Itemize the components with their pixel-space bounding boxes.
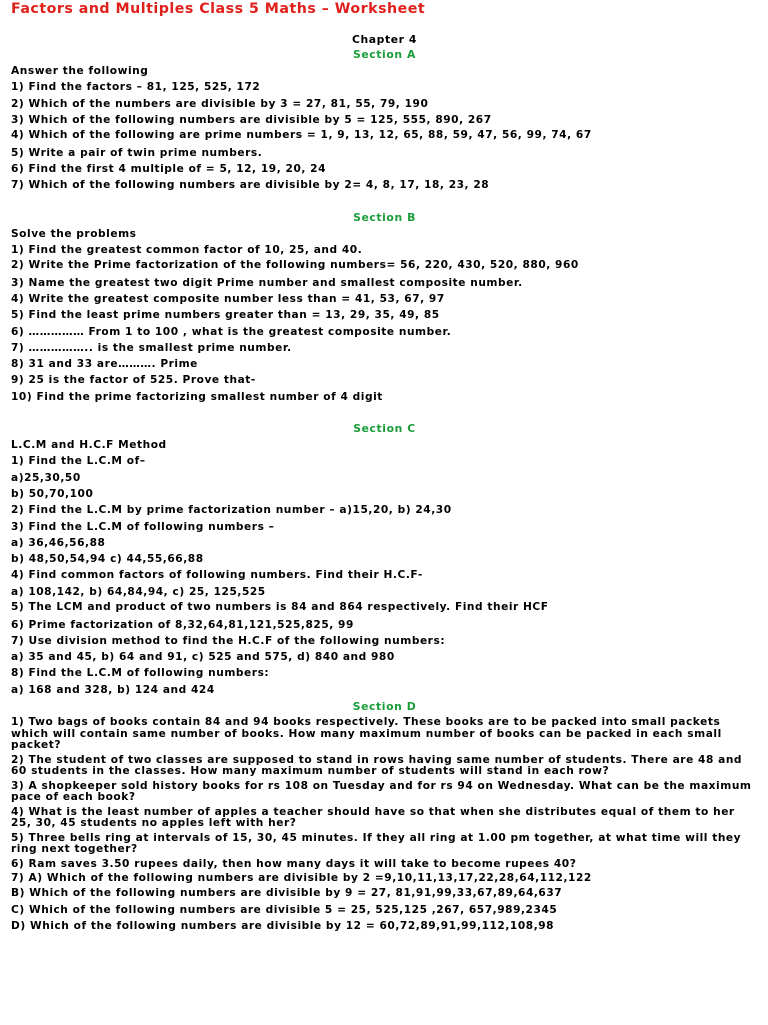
question-c-3: 3) Find the L.C.M of following numbers – xyxy=(11,520,275,533)
section-b-heading: Section B xyxy=(353,210,416,224)
question-c-7: 7) Use division method to find the H.C.F of the following numbers: xyxy=(11,634,446,647)
question-c-2: 2) Find the L.C.M by prime factorization number – a)15,20, b) 24,30 xyxy=(11,504,452,517)
question-c-8: 8) Find the L.C.M of following numbers: xyxy=(11,667,270,680)
question-b-10: 10) Find the prime factorizing smallest number of 4 digit xyxy=(11,390,383,403)
question-a-5: 5) Write a pair of twin prime numbers. xyxy=(11,146,263,159)
section-c-intro: L.C.M and H.C.F Method xyxy=(11,439,167,452)
section-b xyxy=(11,210,758,405)
question-c-5: 5) The LCM and product of two numbers is 84 and 864 respectively. Find their HCF xyxy=(11,601,549,614)
section-d xyxy=(11,699,758,935)
question-c-4: 4) Find common factors of following numbers. Find their H.C.F- xyxy=(11,569,423,582)
question-d-4: 4) What is the least number of apples a teacher should have so that when she distributes equal of them to her 25, 30, 45 students no apples left with her? xyxy=(11,805,735,829)
question-c-3a: a) 36,46,56,88 xyxy=(11,536,106,549)
question-a-6: 6) Find the first 4 multiple of = 5, 12, 19, 20, 24 xyxy=(11,162,327,175)
question-b-3: 3) Name the greatest two digit Prime number and smallest composite number. xyxy=(11,276,523,289)
question-c-4a: a) 108,142, b) 64,84,94, c) 25, 125,525 xyxy=(11,585,266,598)
question-d-7c: C) Which of the following numbers are divisible 5 = 25, 525,125 ,267, 657,989,2345 xyxy=(11,904,558,916)
section-c-heading: Section C xyxy=(353,422,416,436)
question-c-8a: a) 168 and 328, b) 124 and 424 xyxy=(11,683,215,696)
question-b-1: 1) Find the greatest common factor of 10, 25, and 40. xyxy=(11,243,363,256)
question-d-7d: D) Which of the following numbers are divisible by 12 = 60,72,89,91,99,112,108,98 xyxy=(11,920,555,933)
question-d-1: 1) Two bags of books contain 84 and 94 books respectively. These books are to be packed into small packets which will contain same number of books. How many maximum number of books can be packed in each small packet? xyxy=(11,716,722,751)
question-c-6: 6) Prime factorization of 8,32,64,81,121,525,825, 99 xyxy=(11,618,354,631)
question-a-7: 7) Which of the following numbers are divisible by 2= 4, 8, 17, 18, 23, 28 xyxy=(11,179,490,192)
question-b-9: 9) 25 is the factor of 525. Prove that- xyxy=(11,374,256,387)
question-b-5: 5) Find the least prime numbers greater than = 13, 29, 35, 49, 85 xyxy=(11,309,440,322)
section-a-heading: Section A xyxy=(353,48,416,61)
question-c-1: 1) Find the L.C.M of– xyxy=(11,455,146,468)
question-b-7: 7) …………….. is the smallest prime number. xyxy=(11,341,292,354)
section-c xyxy=(11,421,758,698)
question-c-3b: b) 48,50,54,94 c) 44,55,66,88 xyxy=(11,553,204,566)
question-b-4: 4) Write the greatest composite number less than = 41, 53, 67, 97 xyxy=(11,292,445,305)
chapter-label: Chapter 4 xyxy=(351,33,418,46)
page-title: Factors and Multiples Class 5 Maths – Worksheet xyxy=(11,1,426,17)
question-d-6: 6) Ram saves 3.50 rupees daily, then how many days it will take to become rupees 40? xyxy=(11,857,577,870)
question-d-7a: 7) A) Which of the following numbers are divisible by 2 =9,10,11,13,17,22,28,64,112,122 xyxy=(11,872,592,884)
section-a xyxy=(11,47,758,194)
question-d-7b: B) Which of the following numbers are divisible by 9 = 27, 81,91,99,33,67,89,64,637 xyxy=(11,886,563,899)
question-a-2: 2) Which of the numbers are divisible by 3 = 27, 81, 55, 79, 190 xyxy=(11,97,429,110)
question-a-1: 1) Find the factors – 81, 125, 525, 172 xyxy=(11,81,261,94)
section-d-heading: Section D xyxy=(352,700,417,713)
question-d-3: 3) A shopkeeper sold history books for rs 108 on Tuesday and for rs 94 on Wednesday. What can be the maximum pace of each book? xyxy=(11,779,752,803)
question-a-4: 4) Which of the following are prime numbers = 1, 9, 13, 12, 65, 88, 59, 47, 56, 99, 74, 67 xyxy=(11,129,592,142)
question-c-1b: b) 50,70,100 xyxy=(11,487,94,500)
question-d-2: 2) The student of two classes are supposed to stand in rows having same number of students. There are 48 and 60 students in the classes. How many maximum number of students will stand in each row? xyxy=(11,753,743,777)
question-c-1a: a)25,30,50 xyxy=(11,471,81,484)
section-a-intro: Answer the following xyxy=(11,65,149,77)
question-b-8: 8) 31 and 33 are………. Prime xyxy=(11,358,198,371)
question-b-6: 6) …………… From 1 to 100 , what is the greatest composite number. xyxy=(11,325,452,338)
question-b-2: 2) Write the Prime factorization of the following numbers= 56, 220, 430, 520, 880, 960 xyxy=(11,259,579,272)
question-a-3: 3) Which of the following numbers are divisible by 5 = 125, 555, 890, 267 xyxy=(11,113,492,126)
section-b-intro: Solve the problems xyxy=(11,227,137,240)
question-d-5: 5) Three bells ring at intervals of 15, 30, 45 minutes. If they all ring at 1.00 pm together, at what time will they ring next together? xyxy=(11,831,742,855)
worksheet-page xyxy=(0,1,768,1025)
question-c-7a: a) 35 and 45, b) 64 and 91, c) 525 and 575, d) 840 and 980 xyxy=(11,651,395,664)
